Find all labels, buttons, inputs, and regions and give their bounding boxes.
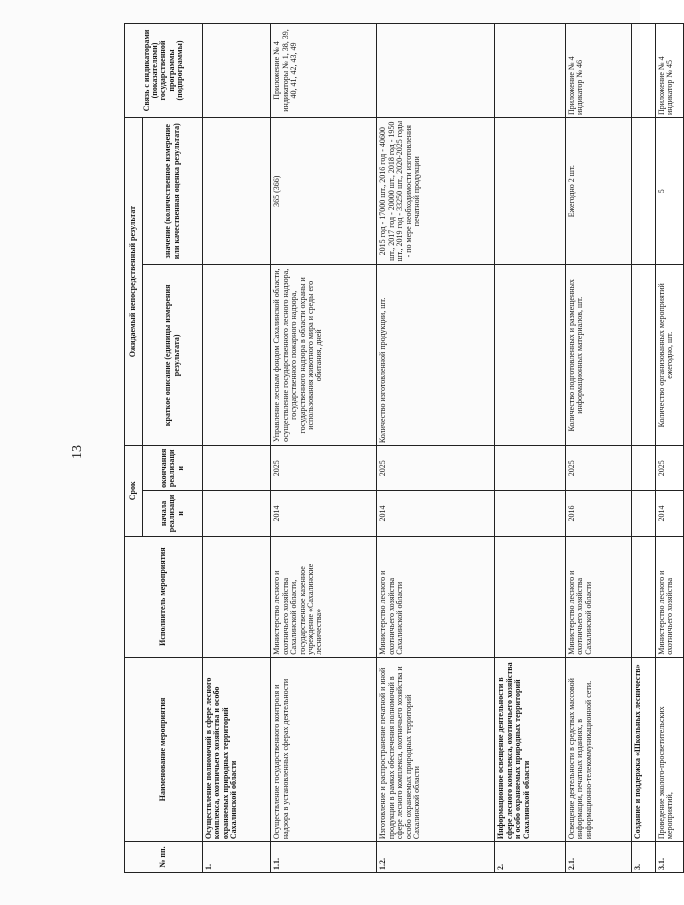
row-link: Приложение № 4 индикатор № 45 [655, 24, 683, 118]
table-row [655, 24, 683, 873]
row-start: 2014 [271, 491, 377, 536]
header-executor: Исполнитель мероприятия [125, 536, 203, 657]
row-link [632, 24, 656, 118]
header-link: Связь с индикаторами (показателями) государственной программы (подпрограммы) [125, 24, 203, 118]
table-row [495, 24, 566, 873]
row-name: Информационное освещение деятельности в сфере лесного комплекса, охотничьего хозяйства и особо охраняемых природных территорий Сахалинской области [495, 657, 566, 841]
row-link [203, 24, 271, 118]
row-value [495, 118, 566, 265]
row-executor [495, 536, 566, 657]
header-term: Срок [125, 446, 143, 536]
row-num: 1.1. [271, 842, 377, 873]
row-name: Проведение эколого-просветительских мероприятий, [655, 657, 683, 841]
header-value: значение (количественное измерение или качественная оценка результата) [143, 118, 203, 265]
header-end: окончания реализации [143, 446, 203, 491]
row-num: 3. [632, 842, 656, 873]
row-start [495, 491, 566, 536]
row-num: 3.1. [655, 842, 683, 873]
row-num: 1.2. [377, 842, 495, 873]
row-desc [495, 265, 566, 446]
table-row [632, 24, 656, 873]
header-num: № пп. [125, 842, 203, 873]
row-executor: Министерство лесного и охотничьего хозяйства Сахалинской области [377, 536, 495, 657]
row-desc: Количество подготовленных и размещенных информационных материалов, шт. [566, 265, 632, 446]
row-desc: Управление лесным фондом Сахалинской области, осуществление государственного лесного надзора, государственного пожарного надзора, государственного надзора в области охраны и использования животного мира и среды его обитания, дней [271, 265, 377, 446]
row-link [377, 24, 495, 118]
row-value: 2015 год - 17000 шт., 2016 год - 40600 шт., 2017 год - 20000 шт., 2018 год - 1950 шт., 2019 год - 33250 шт., 2020-2025 годы - по мере необходимости изготовления печатной продукции [377, 118, 495, 265]
row-name: Осуществление государственного контроля и надзора в установленных сферах деятельности [271, 657, 377, 841]
row-desc [632, 265, 656, 446]
table-row [271, 24, 377, 873]
row-value [203, 118, 271, 265]
row-value: 5 [655, 118, 683, 265]
activities-table [124, 23, 684, 873]
row-value [632, 118, 656, 265]
row-name: Осуществление полномочий в сфере лесного комплекса, охотничьего хозяйства и особо охраняемых природных территорий Сахалинской области [203, 657, 271, 841]
row-executor: Министерство лесного и охотничьего хозяйства Сахалинской области, государственное казенное учреждение «Сахалинские лесничества» [271, 536, 377, 657]
row-start: 2014 [655, 491, 683, 536]
row-start [203, 491, 271, 536]
row-name: Создание и поддержка «Школьных лесничеств» [632, 657, 656, 841]
row-link: Приложение № 4 индикаторы № 1, 38, 39, 40, 41, 42, 43, 49 [271, 24, 377, 118]
row-value: 365 (366) [271, 118, 377, 265]
header-expected: Ожидаемый непосредственный результат [125, 118, 143, 446]
table-area [124, 23, 684, 873]
header-name: Наименование мероприятия [125, 657, 203, 841]
row-value: Ежегодно 2 шт. [566, 118, 632, 265]
row-link: Приложение № 4 индикатор № 46 [566, 24, 632, 118]
row-end [203, 446, 271, 491]
row-executor [203, 536, 271, 657]
row-end: 2025 [566, 446, 632, 491]
rotated-table-wrapper [124, 23, 684, 873]
header-start: начала реализации [143, 491, 203, 536]
header-desc: краткое описание (единицы измерения результата) [143, 265, 203, 446]
row-end: 2025 [271, 446, 377, 491]
table-row [377, 24, 495, 873]
row-link [495, 24, 566, 118]
row-start [632, 491, 656, 536]
row-end: 2025 [655, 446, 683, 491]
table-row [566, 24, 632, 873]
row-executor: Министерство лесного и охотничьего хозяйства [655, 536, 683, 657]
row-start: 2014 [377, 491, 495, 536]
row-num: 2. [495, 842, 566, 873]
row-desc: Количество организованных мероприятий ежегодно, шт. [655, 265, 683, 446]
row-end: 2025 [377, 446, 495, 491]
page-number: 13 [70, 445, 85, 459]
row-desc [203, 265, 271, 446]
row-num: 1. [203, 842, 271, 873]
row-executor [632, 536, 656, 657]
row-end [632, 446, 656, 491]
row-desc: Количество изготовленной продукции, шт. [377, 265, 495, 446]
row-num: 2.1. [566, 842, 632, 873]
row-name: Освещение деятельности в средствах массовой информации, печатных изданиях, в информационно-телекоммуникационной сети. [566, 657, 632, 841]
row-name: Изготовление и распространение печатной и иной продукции в рамках обеспечения полномочий в сфере лесного комплекса, охотничьего хозяйства и особо охраняемых природных территорий Сахалинской области [377, 657, 495, 841]
table-row [203, 24, 271, 873]
row-executor: Министерство лесного и охотничьего хозяйства Сахалинской области [566, 536, 632, 657]
row-end [495, 446, 566, 491]
row-start: 2016 [566, 491, 632, 536]
